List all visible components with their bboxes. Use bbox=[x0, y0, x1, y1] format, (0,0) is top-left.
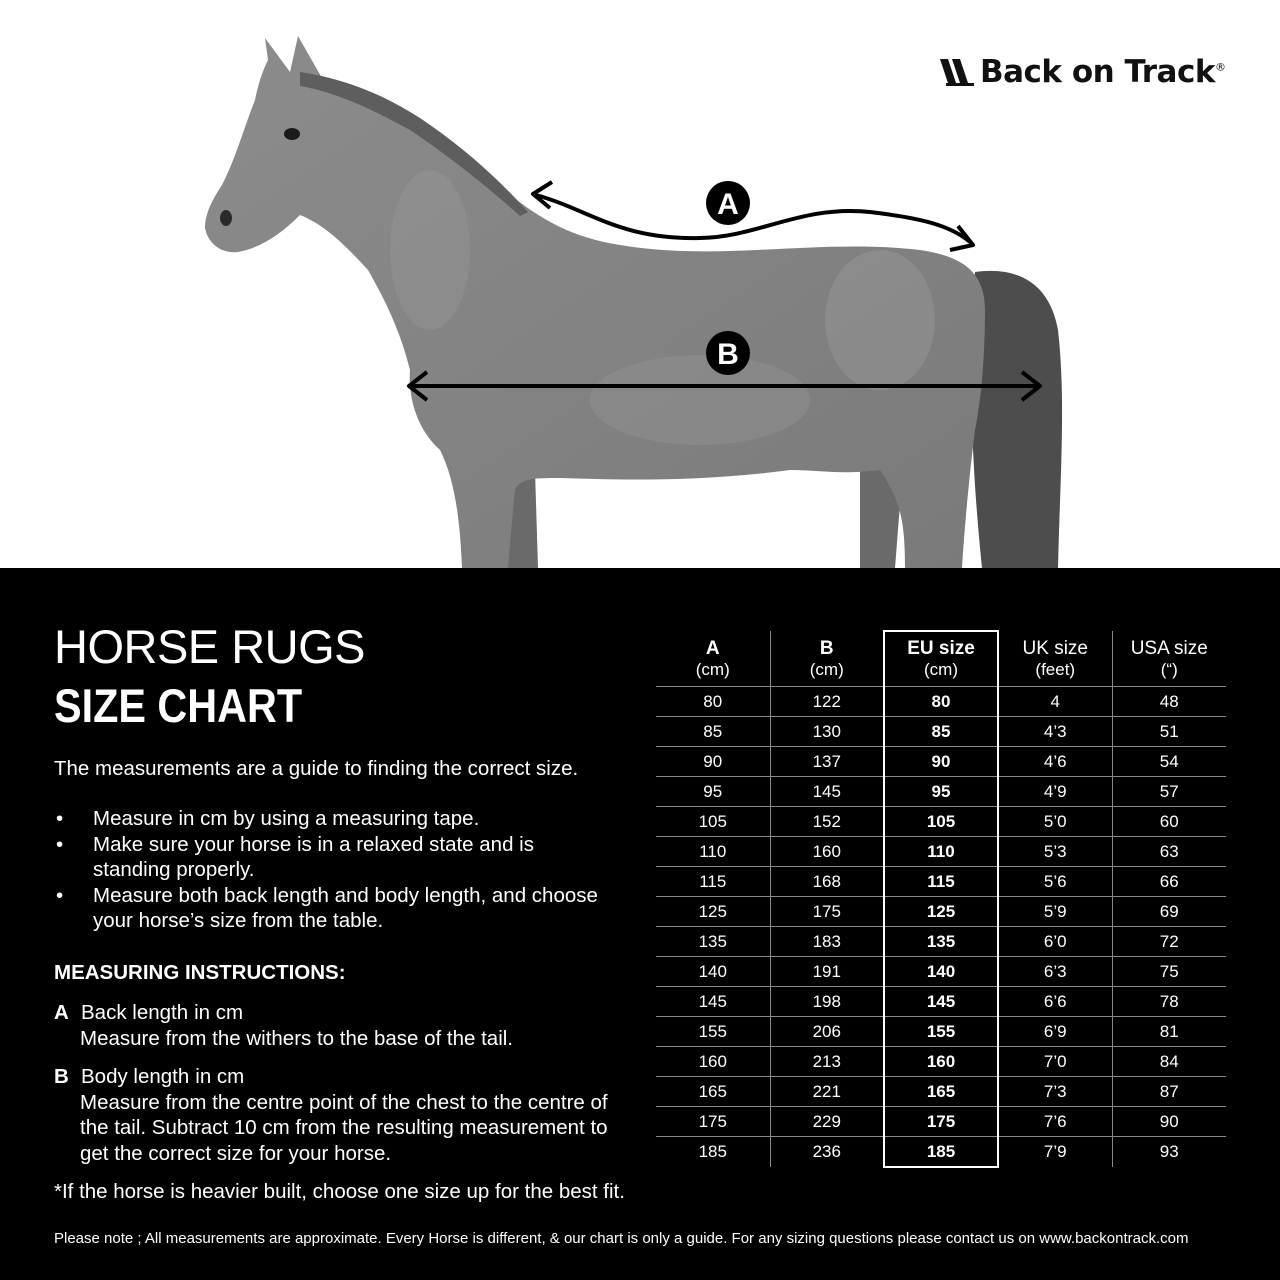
cell-b: 236 bbox=[812, 1142, 841, 1161]
table-row bbox=[656, 897, 1226, 927]
label-b: B bbox=[717, 338, 739, 371]
cell-usa: 93 bbox=[1159, 1142, 1179, 1161]
table-body bbox=[656, 687, 1226, 1168]
cell-usa: 66 bbox=[1112, 867, 1226, 897]
measure-b-unit: in cm bbox=[195, 1065, 245, 1088]
cell-a: 110 bbox=[656, 837, 770, 867]
cell-a: 160 bbox=[656, 1047, 770, 1077]
table-row bbox=[656, 1017, 1226, 1047]
cell-usa: 81 bbox=[1112, 1017, 1226, 1047]
cell-usa: 54 bbox=[1112, 747, 1226, 777]
horse-tail bbox=[971, 271, 1062, 568]
cell-b: 198 bbox=[770, 987, 884, 1017]
cell-usa: 63 bbox=[1112, 837, 1226, 867]
heading-line-2: SIZE CHART bbox=[54, 679, 303, 732]
table-row bbox=[656, 1107, 1226, 1137]
cell-uk: 6’9 bbox=[998, 1017, 1112, 1047]
cell-eu: 145 bbox=[884, 987, 998, 1017]
cell-uk: 6’6 bbox=[998, 987, 1112, 1017]
brand-logo[interactable] bbox=[938, 52, 1225, 92]
intro-text: The measurements are a guide to finding the correct size. bbox=[54, 757, 579, 780]
cell-eu: 140 bbox=[884, 957, 998, 987]
cell-b: 160 bbox=[770, 837, 884, 867]
cell-eu: 135 bbox=[884, 927, 998, 957]
measure-a-letter: A bbox=[54, 1001, 69, 1024]
cell-eu: 80 bbox=[884, 687, 998, 717]
cell-b: 183 bbox=[770, 927, 884, 957]
table-row bbox=[656, 837, 1226, 867]
label-a: A bbox=[717, 188, 739, 221]
size-table-wrap bbox=[656, 630, 1226, 1168]
col-header-b: B (cm) bbox=[770, 631, 884, 687]
cell-a: 140 bbox=[656, 957, 770, 987]
cell-eu: 105 bbox=[884, 807, 998, 837]
cell-eu: 110 bbox=[884, 837, 998, 867]
cell-b: 229 bbox=[770, 1107, 884, 1137]
cell-eu: 160 bbox=[884, 1047, 998, 1077]
cell-eu: 185 bbox=[884, 1137, 998, 1168]
cell-uk: 4’9 bbox=[998, 777, 1112, 807]
cell-a: 105 bbox=[656, 807, 770, 837]
cell-eu: 85 bbox=[884, 717, 998, 747]
table-row bbox=[656, 927, 1226, 957]
table-row bbox=[656, 807, 1226, 837]
measure-b-letter: B bbox=[54, 1065, 69, 1088]
cell-usa: 57 bbox=[1112, 777, 1226, 807]
cell-b: 130 bbox=[770, 717, 884, 747]
cell-uk: 6’0 bbox=[998, 927, 1112, 957]
illustration-area bbox=[0, 0, 1280, 568]
cell-a: 125 bbox=[656, 897, 770, 927]
table-row bbox=[656, 687, 1226, 717]
cell-eu: 115 bbox=[884, 867, 998, 897]
cell-usa: 75 bbox=[1112, 957, 1226, 987]
cell-b: 145 bbox=[770, 777, 884, 807]
table-header-row bbox=[656, 631, 1226, 687]
table-row bbox=[656, 747, 1226, 777]
size-table bbox=[656, 630, 1226, 1168]
table-row bbox=[656, 1047, 1226, 1077]
horse-eye bbox=[284, 128, 300, 140]
cell-uk: 5’3 bbox=[998, 837, 1112, 867]
cell-eu: 155 bbox=[884, 1017, 998, 1047]
cell-b: 213 bbox=[770, 1047, 884, 1077]
cell-eu: 125 bbox=[884, 897, 998, 927]
list-item: • Make sure your horse is in a relaxed state and is standing properly. bbox=[54, 832, 614, 883]
cell-b: 122 bbox=[770, 687, 884, 717]
cell-b: 175 bbox=[770, 897, 884, 927]
measure-b bbox=[54, 1064, 614, 1166]
horse-nostril bbox=[220, 210, 232, 226]
cell-eu: 95 bbox=[884, 777, 998, 807]
cell-uk: 7’6 bbox=[998, 1107, 1112, 1137]
cell-usa: 72 bbox=[1112, 927, 1226, 957]
footnote: *If the horse is heavier built, choose one size up for the best fit. bbox=[54, 1180, 625, 1203]
instructions-title: MEASURING INSTRUCTIONS: bbox=[54, 961, 346, 984]
cell-usa: 87 bbox=[1112, 1077, 1226, 1107]
cell-b: 152 bbox=[770, 807, 884, 837]
cell-a: 115 bbox=[656, 867, 770, 897]
cell-a: 95 bbox=[656, 777, 770, 807]
brand-name: Back on Track® bbox=[980, 54, 1226, 90]
size-chart-panel bbox=[0, 568, 1280, 1280]
col-header-uk: UK size (feet) bbox=[998, 631, 1112, 687]
arrow-a bbox=[536, 195, 970, 242]
cell-usa: 69 bbox=[1112, 897, 1226, 927]
cell-uk: 7’0 bbox=[998, 1047, 1112, 1077]
measure-a bbox=[54, 1000, 634, 1051]
cell-usa: 84 bbox=[1112, 1047, 1226, 1077]
cell-usa: 90 bbox=[1112, 1107, 1226, 1137]
cell-b: 191 bbox=[770, 957, 884, 987]
cell-uk: 7’3 bbox=[998, 1077, 1112, 1107]
cell-uk: 4’6 bbox=[998, 747, 1112, 777]
disclaimer-note: Please note ; All measurements are approximate. Every Horse is different, & our chart is only a guide. For any sizing questions please contact us on www.backontrack.com bbox=[54, 1230, 1189, 1247]
cell-a: 90 bbox=[656, 747, 770, 777]
col-header-eu: EU size (cm) bbox=[884, 631, 998, 687]
cell-usa: 60 bbox=[1112, 807, 1226, 837]
cell-uk: 5’0 bbox=[998, 807, 1112, 837]
cell-a: 175 bbox=[656, 1107, 770, 1137]
cell-a: 135 bbox=[656, 927, 770, 957]
cell-b: 221 bbox=[770, 1077, 884, 1107]
table-row bbox=[656, 957, 1226, 987]
cell-uk: 4 bbox=[998, 687, 1112, 717]
measure-b-name: Body length bbox=[81, 1065, 190, 1088]
measure-a-unit: in cm bbox=[194, 1001, 244, 1024]
measure-a-name: Back length bbox=[81, 1001, 189, 1024]
cell-eu: 165 bbox=[884, 1077, 998, 1107]
cell-uk: 7’9 bbox=[998, 1137, 1112, 1168]
measure-b-desc: Measure from the centre point of the chest to the centre of the tail. Subtract 10 cm from the resulting measurement to get the correct size for your horse. bbox=[80, 1090, 608, 1165]
cell-eu: 175 bbox=[884, 1107, 998, 1137]
table-row bbox=[656, 987, 1226, 1017]
cell-eu: 90 bbox=[884, 747, 998, 777]
cell-a: 185 bbox=[656, 1137, 770, 1168]
cell-usa: 51 bbox=[1112, 717, 1226, 747]
logo-mark-icon bbox=[938, 55, 978, 89]
cell-b: 168 bbox=[770, 867, 884, 897]
col-header-usa: USA size (“) bbox=[1112, 631, 1226, 687]
table-row bbox=[656, 867, 1226, 897]
measure-a-desc: Measure from the withers to the base of the tail. bbox=[80, 1026, 513, 1050]
cell-usa: 48 bbox=[1112, 687, 1226, 717]
cell-a: 80 bbox=[656, 687, 770, 717]
col-header-a: A (cm) bbox=[656, 631, 770, 687]
cell-b: 206 bbox=[770, 1017, 884, 1047]
cell-uk: 5’9 bbox=[998, 897, 1112, 927]
table-row bbox=[656, 717, 1226, 747]
list-item: • Measure both back length and body length, and choose your horse’s size from the table. bbox=[54, 883, 614, 934]
table-row bbox=[656, 1077, 1226, 1107]
cell-a: 145 bbox=[656, 987, 770, 1017]
table-row bbox=[656, 777, 1226, 807]
cell-uk: 5’6 bbox=[998, 867, 1112, 897]
heading-line-1: HORSE RUGS bbox=[54, 620, 365, 673]
cell-a: 85 bbox=[656, 717, 770, 747]
bullet-list bbox=[54, 806, 614, 934]
table-row bbox=[656, 1137, 1226, 1168]
cell-b: 137 bbox=[770, 747, 884, 777]
cell-uk: 6’3 bbox=[998, 957, 1112, 987]
cell-a: 165 bbox=[656, 1077, 770, 1107]
cell-a: 155 bbox=[656, 1017, 770, 1047]
cell-uk: 4’3 bbox=[998, 717, 1112, 747]
list-item: • Measure in cm by using a measuring tape. bbox=[54, 806, 614, 832]
cell-usa: 78 bbox=[1112, 987, 1226, 1017]
